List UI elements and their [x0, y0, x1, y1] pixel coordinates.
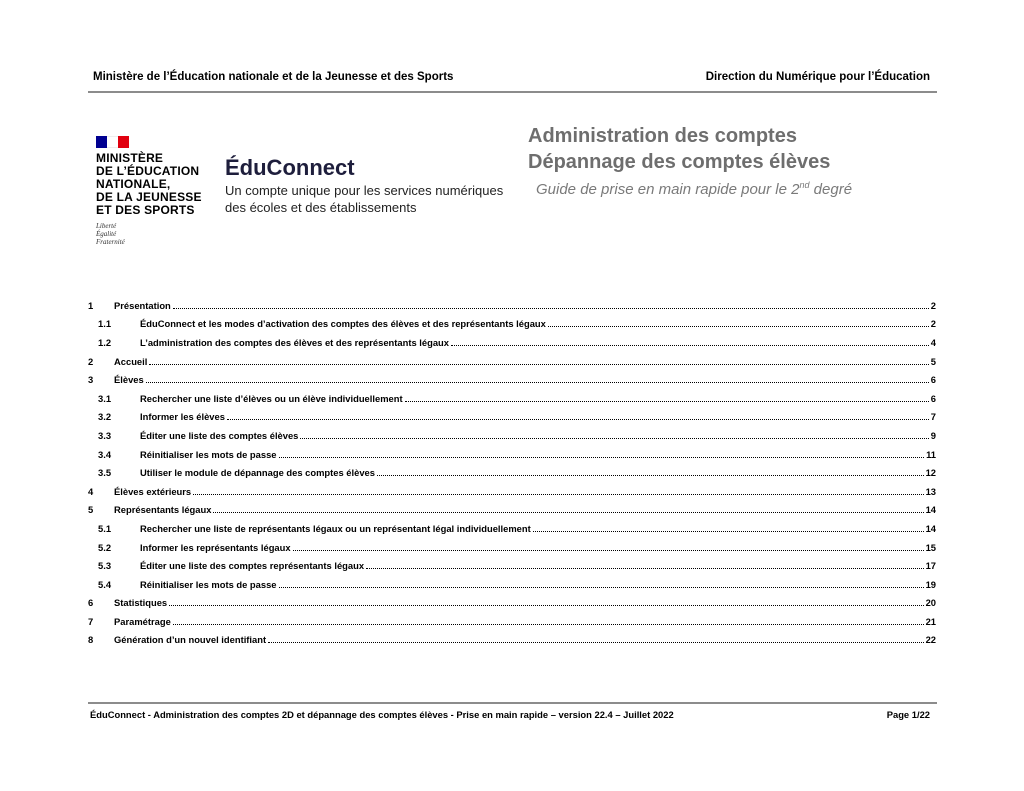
toc-entry[interactable] [88, 463, 936, 482]
toc-leader-dots [405, 394, 929, 402]
toc-entry-title: Réinitialiser les mots de passe [140, 578, 277, 590]
toc-leader-dots [149, 357, 928, 365]
toc-entry-line [114, 374, 936, 385]
toc-entry-number: 2 [88, 355, 94, 367]
toc-entry[interactable] [88, 445, 936, 464]
motto-line: Fraternité [96, 238, 125, 246]
toc-entry[interactable] [88, 315, 936, 334]
toc-leader-dots [300, 431, 928, 439]
toc-leader-dots [279, 450, 925, 458]
toc-entry-line [114, 300, 936, 311]
table-of-contents [88, 296, 936, 649]
toc-entry-number: 5 [88, 504, 94, 516]
toc-entry[interactable] [88, 556, 936, 575]
document-subtitle [536, 180, 852, 198]
toc-entry[interactable] [88, 519, 936, 538]
toc-entry[interactable] [88, 631, 936, 650]
toc-entry-line [140, 337, 936, 348]
toc-entry-title: Présentation [114, 299, 171, 311]
toc-entry[interactable] [88, 352, 936, 371]
toc-entry-page: 21 [925, 615, 936, 627]
toc-entry[interactable] [88, 408, 936, 427]
toc-leader-dots [451, 338, 929, 346]
toc-entry-title: Utiliser le module de dépannage des comptes élèves [140, 467, 375, 479]
toc-entry-number: 8 [88, 634, 94, 646]
toc-leader-dots [227, 412, 929, 420]
toc-entry-title: Rechercher une liste d’élèves ou un élève individuellement [140, 392, 403, 404]
toc-leader-dots [146, 375, 929, 383]
toc-leader-dots [268, 635, 923, 643]
motto-line: Liberté [96, 222, 117, 230]
toc-entry-title: Rechercher une liste de représentants légaux ou un représentant légal individuellement [140, 522, 531, 534]
toc-entry-page: 19 [925, 578, 936, 590]
toc-entry-number: 3.3 [98, 429, 112, 441]
toc-leader-dots [279, 580, 924, 588]
subtitle-superscript: nd [799, 180, 810, 190]
toc-entry[interactable] [88, 296, 936, 315]
toc-entry-number: 4 [88, 485, 94, 497]
ministry-line: DE LA JEUNESSE [96, 190, 202, 204]
toc-entry-page: 2 [930, 299, 936, 311]
toc-entry-number: 1 [88, 299, 94, 311]
educonnect-tagline [225, 182, 503, 216]
toc-entry-line [114, 597, 936, 608]
toc-entry-page: 12 [925, 467, 936, 479]
toc-entry[interactable] [88, 501, 936, 520]
toc-entry-line [140, 393, 936, 404]
toc-entry-page: 6 [930, 392, 936, 404]
toc-entry-title: Éditer une liste des comptes élèves [140, 429, 299, 441]
toc-leader-dots [533, 524, 924, 532]
ministry-logo-text [96, 152, 202, 217]
header-ministry: Ministère de l’Éducation nationale et de la Jeunesse et des Sports [93, 71, 454, 83]
subtitle-suffix: degré [809, 181, 853, 198]
toc-entry-page: 2 [930, 318, 936, 330]
toc-leader-dots [548, 319, 929, 327]
toc-entry-page: 17 [925, 560, 936, 572]
toc-entry-number: 3 [88, 374, 94, 386]
toc-entry[interactable] [88, 333, 936, 352]
toc-entry-line [140, 542, 936, 553]
toc-entry[interactable] [88, 426, 936, 445]
toc-entry-page: 14 [925, 522, 936, 534]
toc-leader-dots [213, 505, 923, 513]
ministry-line: DE L’ÉDUCATION [96, 164, 200, 178]
toc-leader-dots [173, 301, 929, 309]
toc-entry[interactable] [88, 389, 936, 408]
toc-entry-title: Paramétrage [114, 615, 171, 627]
footer-divider [88, 702, 937, 704]
toc-entry-line [140, 318, 936, 329]
document-title-line1: Administration des comptes [528, 125, 797, 147]
toc-entry-title: Réinitialiser les mots de passe [140, 448, 277, 460]
footer-document-info: ÉduConnect - Administration des comptes 2D et dépannage des comptes élèves - Prise en main rapide – version 22.4 – Juillet 2022 [90, 709, 674, 720]
toc-entry-line [114, 356, 936, 367]
tagline-line: des écoles et des établissements [225, 200, 417, 215]
educonnect-logo-name: ÉduConnect [225, 155, 355, 180]
toc-entry-page: 11 [926, 448, 936, 460]
toc-entry-number: 5.3 [98, 560, 112, 572]
toc-entry-page: 6 [930, 374, 936, 386]
toc-leader-dots [193, 487, 923, 495]
toc-entry-page: 13 [925, 485, 936, 497]
toc-entry-page: 9 [930, 429, 936, 441]
toc-entry[interactable] [88, 612, 936, 631]
toc-entry-line [140, 430, 936, 441]
toc-leader-dots [377, 468, 924, 476]
toc-entry-title: Informer les représentants légaux [140, 541, 291, 553]
toc-entry[interactable] [88, 370, 936, 389]
tagline-line: Un compte unique pour les services numériques [225, 183, 504, 198]
toc-entry-line [114, 504, 936, 515]
toc-entry[interactable] [88, 575, 936, 594]
toc-entry-page: 15 [925, 541, 936, 553]
toc-entry-line [114, 486, 936, 497]
toc-entry-title: Accueil [114, 355, 148, 367]
toc-entry[interactable] [88, 594, 936, 613]
toc-leader-dots [366, 561, 924, 569]
toc-entry-title: L’administration des comptes des élèves et des représentants légaux [140, 336, 449, 348]
motto-line: Égalité [96, 230, 117, 238]
toc-entry-title: Statistiques [114, 597, 168, 609]
footer-page-number: Page 1/22 [886, 709, 930, 720]
ministry-line: MINISTÈRE [96, 151, 164, 165]
toc-entry-title: Élèves extérieurs [114, 485, 192, 497]
toc-entry-number: 5.2 [98, 541, 112, 553]
toc-entry-title: Représentants légaux [114, 504, 212, 516]
toc-entry-number: 5.1 [98, 522, 112, 534]
toc-entry-page: 4 [930, 336, 936, 348]
toc-entry-title: Élèves [114, 374, 144, 386]
toc-entry-line [140, 560, 936, 571]
ministry-line: ET DES SPORTS [96, 203, 195, 217]
toc-entry-number: 3.1 [98, 392, 112, 404]
toc-entry-number: 3.5 [98, 467, 112, 479]
toc-entry-number: 6 [88, 597, 94, 609]
toc-entry-page: 22 [925, 634, 936, 646]
header-direction: Direction du Numérique pour l’Éducation [705, 71, 930, 83]
toc-entry-line [140, 579, 936, 590]
toc-entry-line [140, 411, 936, 422]
toc-entry-number: 1.2 [98, 336, 112, 348]
toc-entry[interactable] [88, 482, 936, 501]
toc-entry-number: 5.4 [98, 578, 112, 590]
header-divider [88, 91, 937, 93]
ministry-line: NATIONALE, [96, 177, 171, 191]
toc-entry-title: Génération d’un nouvel identifiant [114, 634, 267, 646]
republic-motto [96, 222, 125, 246]
toc-entry-page: 14 [925, 504, 936, 516]
toc-entry-title: Informer les élèves [140, 411, 225, 423]
toc-entry-line [140, 449, 936, 460]
toc-entry-line [140, 523, 936, 534]
toc-leader-dots [293, 543, 924, 551]
toc-entry[interactable] [88, 538, 936, 557]
toc-entry-line [114, 634, 936, 645]
toc-entry-number: 7 [88, 615, 94, 627]
toc-entry-line [114, 616, 936, 627]
toc-entry-line [140, 467, 936, 478]
toc-entry-page: 7 [930, 411, 936, 423]
toc-leader-dots [173, 617, 924, 625]
toc-entry-title: ÉduConnect et les modes d’activation des comptes des élèves et des représentants légaux [140, 318, 546, 330]
french-flag-icon [96, 136, 129, 148]
toc-entry-page: 5 [930, 355, 936, 367]
subtitle-text: Guide de prise en main rapide pour le 2 [536, 181, 800, 198]
toc-entry-number: 1.1 [98, 318, 112, 330]
document-title-line2: Dépannage des comptes élèves [528, 151, 831, 173]
toc-entry-number: 3.4 [98, 448, 112, 460]
toc-entry-page: 20 [925, 597, 936, 609]
toc-entry-number: 3.2 [98, 411, 112, 423]
toc-leader-dots [169, 598, 923, 606]
toc-entry-title: Éditer une liste des comptes représentants légaux [140, 560, 365, 572]
